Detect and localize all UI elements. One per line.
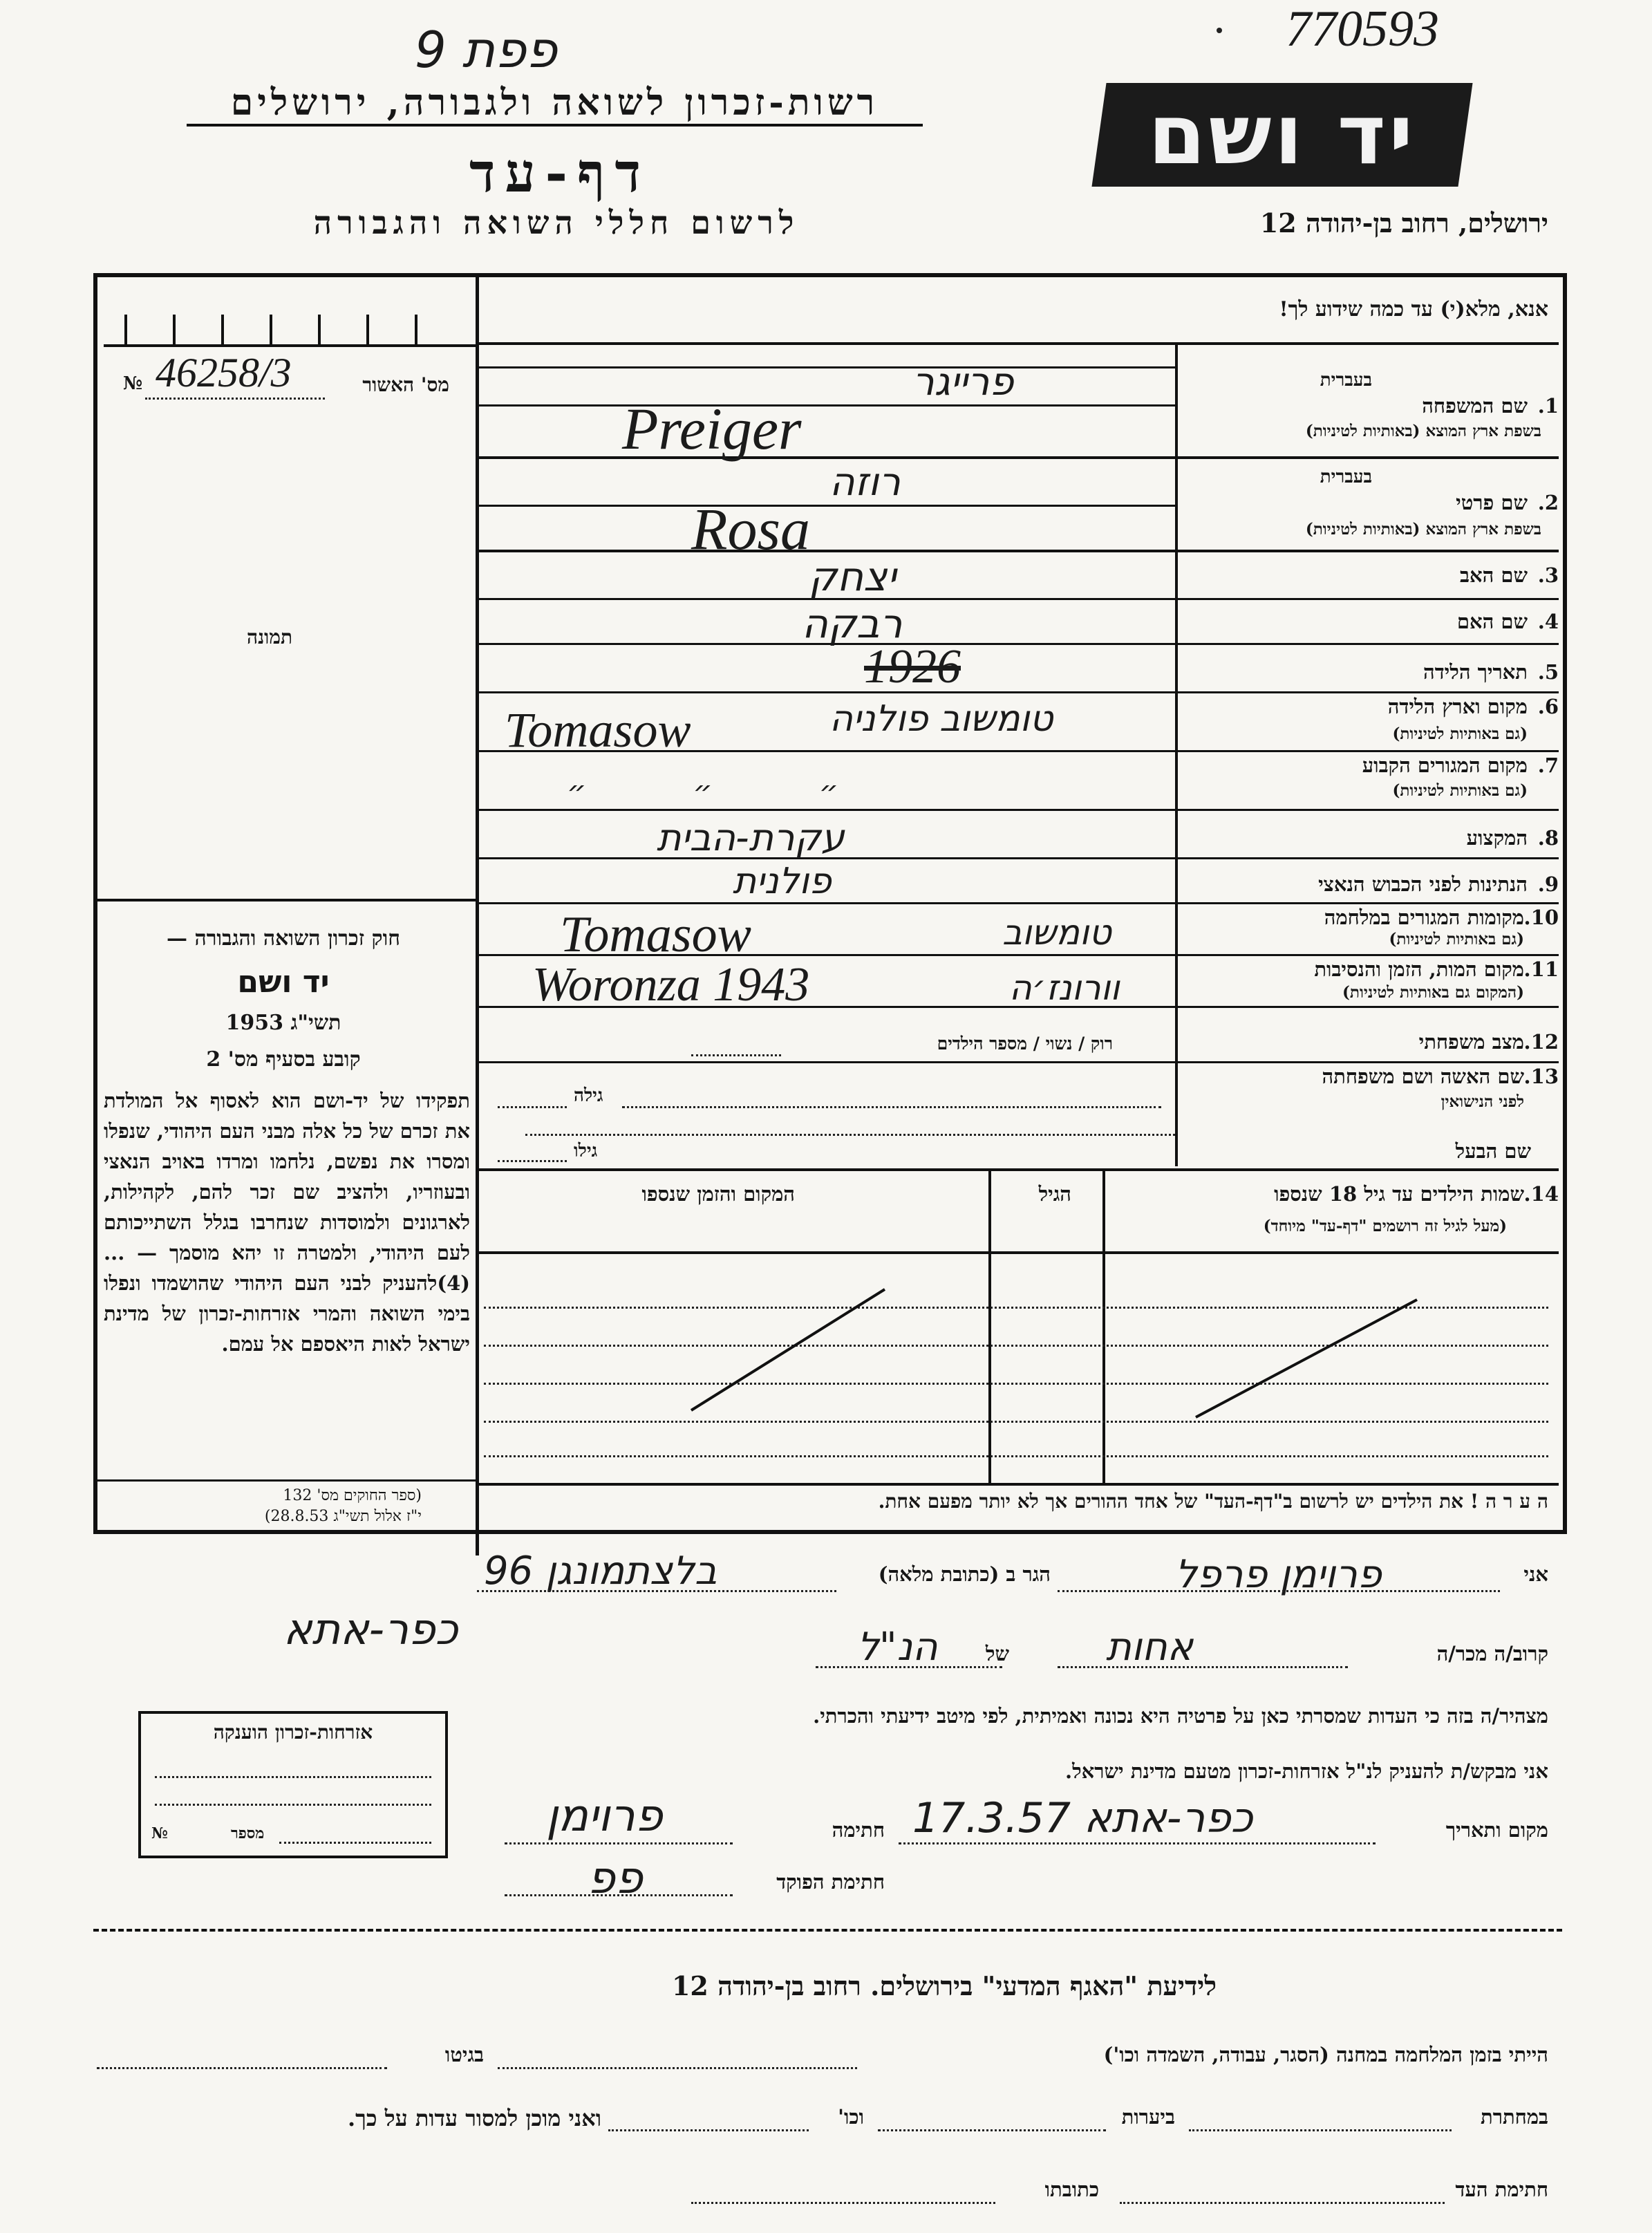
field-2-value-hebrew: רוזה [829, 460, 901, 505]
archive-number: 770593 [1286, 1, 1439, 57]
field-1-label: שם המשפחה [1422, 394, 1528, 418]
declaration-address-value: בלצתמונגן 96 [484, 1549, 717, 1594]
memorial-box-title: אזרחות-זכרון הוענקה [213, 1721, 373, 1744]
field-5-value: 1926 [864, 640, 961, 693]
officer-signature: פפ [588, 1853, 643, 1904]
declaration-relation-value: אחות [1106, 1625, 1194, 1670]
field-9-number: 9. [1537, 872, 1559, 896]
field-6-value-hebrew: טומשוב פולניה [829, 698, 1053, 740]
field-10-value-latin: Tomasow [560, 906, 751, 963]
memorial-box-prefix: № [151, 1824, 168, 1842]
footer-line1-field-a [498, 2067, 857, 2069]
field-1-sub-hebrew: בעברית [1320, 370, 1372, 391]
photo-label: תמונה [246, 626, 293, 648]
footer-line2-d: ואני מוכן למסור עדות על כך. [347, 2105, 601, 2131]
law-title: חוק זכרון השואה והגבורה — [167, 926, 400, 951]
place-date-label: מקום ותאריך [1445, 1818, 1548, 1842]
handwritten-file-note: פפת 9 [415, 21, 557, 79]
field-11-number: 11. [1523, 957, 1559, 981]
declaration-extra-value: כפר-אתא [283, 1604, 458, 1654]
field-13-sub: לפני הנישואין [1440, 1092, 1524, 1111]
field-13-age-label: גילה [574, 1085, 603, 1106]
org-line: רשות-זכרון לשואה ולגבורה, ירושלים [187, 82, 923, 127]
children-sub: (מעל לגיל זה רושמים "דף-עד" מיוחד) [1263, 1217, 1507, 1235]
field-9-value: פולנית [733, 861, 832, 902]
field-8-label: המקצוע [1466, 826, 1528, 850]
husband-label: שם הבעל [1455, 1139, 1531, 1163]
law-ref-1: (ספר החוקים מס' 132 [283, 1487, 422, 1504]
field-10-value-hebrew: טומשוב [1002, 913, 1111, 953]
signature-value: פרוימן [546, 1791, 663, 1842]
children-bottom-line [477, 1483, 1559, 1486]
law-year: תשי"ג 1953 [225, 1011, 341, 1035]
address: ירושלים, רחוב בן-יהודה 12 [1259, 207, 1548, 239]
place-date-line [899, 1842, 1376, 1844]
declaration-ani-line [1058, 1590, 1500, 1592]
children-col-age: הגיל [1038, 1182, 1071, 1206]
field-1-value-hebrew: פרייגר [912, 359, 1014, 404]
footer-line1-b: בגיטו [444, 2043, 484, 2066]
field-1-sub-latin: בשפת ארץ המוצא (באותיות לטיניות) [1305, 422, 1541, 440]
footer-title: לידיעת "האגף המדעי" בירושלים. רחוב בן-יהודה 12 [671, 1970, 1217, 2001]
footer-divider [93, 1929, 1562, 1934]
field-3-number: 3. [1537, 563, 1559, 587]
footer-line1-field-b [97, 2067, 387, 2069]
field-4-label: שם האם [1456, 610, 1528, 633]
field-10-label: מקומות המגורים במלחמה [1324, 906, 1524, 929]
field-2-label: שם פרטי [1456, 491, 1528, 514]
field-11-sub: (המקום גם באותיות לטיניות) [1342, 983, 1524, 1002]
officer-line [505, 1894, 733, 1896]
field-6-value-latin: Tomasow [505, 702, 691, 758]
declaration-ani-label: אני [1523, 1562, 1548, 1586]
declaration-request-line: אני מבקש/ת להעניק לנ"ל אזרחות-זכרון מטעם מדינת ישראל. [1064, 1759, 1548, 1783]
field-11-value-latin: Woronza 1943 [532, 958, 810, 1011]
field-4-number: 4. [1537, 610, 1559, 633]
signature-label: חתימה [832, 1818, 885, 1842]
field-3-value: יצחק [809, 553, 897, 600]
children-title: שמות הילדים עד גיל 18 שנספו [1274, 1182, 1524, 1206]
approval-number: 46258/3 [156, 350, 292, 395]
declaration-of-line [816, 1666, 1002, 1668]
field-11-label: מקום המות, הזמן והנסיבות [1314, 957, 1524, 981]
declaration-address-line [477, 1590, 836, 1592]
field-4-value: רבקה [802, 600, 903, 647]
approval-label: מס' האשור [362, 373, 449, 396]
field-12-number: 12. [1523, 1030, 1559, 1054]
declaration-ani-value: פרוימן פרפל [1175, 1552, 1382, 1597]
footer-line2-b: ביערות [1121, 2105, 1175, 2129]
field-13-number: 13. [1523, 1065, 1559, 1088]
field-8-value: עקרת-הבית [657, 816, 845, 859]
footer-line1-a: הייתי בזמן המלחמה במחנה (הסגר, עבודה, השמדה וכו') [1103, 2043, 1548, 2066]
field-10-number: 10. [1523, 906, 1559, 929]
field-2-sub-latin: בשפת ארץ המוצא (באותיות לטיניות) [1305, 520, 1541, 539]
field-2-sub-hebrew: בעברית [1320, 467, 1372, 487]
field-5-label: תאריך הלידה [1423, 660, 1528, 684]
field-7-number: 7. [1537, 754, 1559, 777]
footer-line2-field-a [1189, 2129, 1452, 2131]
form-intro: אנא, מלא(י) עד כמה שידוע לך! [1279, 297, 1548, 321]
declaration-relation-line [1058, 1666, 1348, 1668]
footer-line2-field-b [878, 2129, 1106, 2131]
field-1-number: 1. [1537, 394, 1559, 418]
page-subtitle: לרשום חללי השואה והגבורה [313, 204, 800, 241]
declaration-of-label: של [985, 1642, 1009, 1665]
field-1-value-latin: Preiger [622, 395, 802, 462]
field-2-number: 2. [1537, 491, 1559, 514]
footer-line2-field-c [608, 2129, 809, 2131]
declaration-resides-label: הגר ב (כתובת מלאה) [878, 1562, 1051, 1586]
field-11-value-hebrew: וורונז׳ה [1009, 968, 1120, 1008]
footer-line2-c: וכו' [838, 2105, 864, 2129]
place-date-value: כפר-אתא 17.3.57 [912, 1794, 1253, 1842]
field-6-label: מקום וארץ הלידה [1387, 695, 1528, 718]
field-9-label: הנתינות לפני הכבוש הנאצי [1318, 872, 1528, 896]
law-body: תפקידו של יד-ושם הוא לאסוף אל המולדת את זכרם של כל אלה מבני העם היהודי, שנפלו ומסרו את נפשם, נלחמו ומרדו באויב הנאצי ובעוזריו, ולהציב שם זכר להם, לקהילות, לארגונים ולמוסדות שנחרבו בגלל השתייכותם לעם היהודי, ולמטרה זו יהא מוסמך — ...(4)להעניק לבני העם היהודי שהושמדו ונפלו בימי השואה והמרי אזרחות-זכרון של מדינת ישראל לאות היאספם אל עמם. [104, 1089, 470, 1356]
field-10-sub: (גם באותיות לטיניות) [1389, 930, 1524, 949]
signature-line [505, 1842, 733, 1844]
declaration-true-line: מצהיר/ה בזה כי העדות שמסרתי כאן על פרטיה היא נכונה ואמיתית, לפי מיטב ידיעתי והכרתי. [813, 1704, 1548, 1728]
footer-line2-a: במחתרת [1481, 2105, 1548, 2129]
field-7-sub: (גם באותיות לטיניות) [1392, 781, 1528, 800]
declaration-relative-label: קרוב/ה מכר/ה [1436, 1642, 1548, 1665]
page-title: דף-עד [469, 142, 650, 205]
field-3-label: שם האב [1459, 563, 1528, 587]
declaration-of-value: הנ"ל [857, 1625, 938, 1670]
husband-age-label: גילו [574, 1141, 598, 1161]
approval-prefix: № [123, 373, 143, 394]
field-12-options: רוק / נשוי / מספר הילדים [937, 1034, 1113, 1054]
law-ref-2: י"ז אלול תשי"ג 28.8.53) [264, 1508, 422, 1525]
footer-line3-a: חתימת העד [1455, 2178, 1548, 2201]
law-logo: יד ושם [237, 964, 330, 1000]
children-col-place: המקום והזמן שנספו [641, 1182, 795, 1206]
officer-label: חתימת הפוקד [776, 1870, 885, 1894]
logo-text: יד ושם [1148, 86, 1416, 183]
law-section: קובע בסעיף מס' 2 [206, 1047, 361, 1072]
field-7-label: מקום המגורים הקבוע [1362, 754, 1528, 777]
field-2-value-latin: Rosa [691, 496, 810, 562]
footer-line3-b: כתובתו [1044, 2178, 1099, 2201]
footer-line3-field-a [1120, 2202, 1445, 2204]
children-note: ה ע ר ה ! את הילדים יש לרשום ב"דף-העד" של אחד ההורים אך לא יותר מפעם אחת. [878, 1490, 1548, 1513]
field-7-value: ״ ״ ״ [567, 774, 888, 810]
field-5-number: 5. [1537, 660, 1559, 684]
children-number: 14. [1523, 1182, 1559, 1206]
field-6-sub: (גם באותיות לטיניות) [1392, 725, 1528, 743]
memorial-box-number-label: מספר [231, 1824, 265, 1842]
field-6-number: 6. [1537, 695, 1559, 718]
memorial-box [138, 1711, 448, 1858]
field-13-label: שם האשה ושם משפחתה [1322, 1065, 1524, 1088]
footer-line3-field-b [691, 2202, 995, 2204]
field-8-number: 8. [1537, 826, 1559, 850]
field-12-label: מצב משפחתי [1418, 1030, 1524, 1054]
